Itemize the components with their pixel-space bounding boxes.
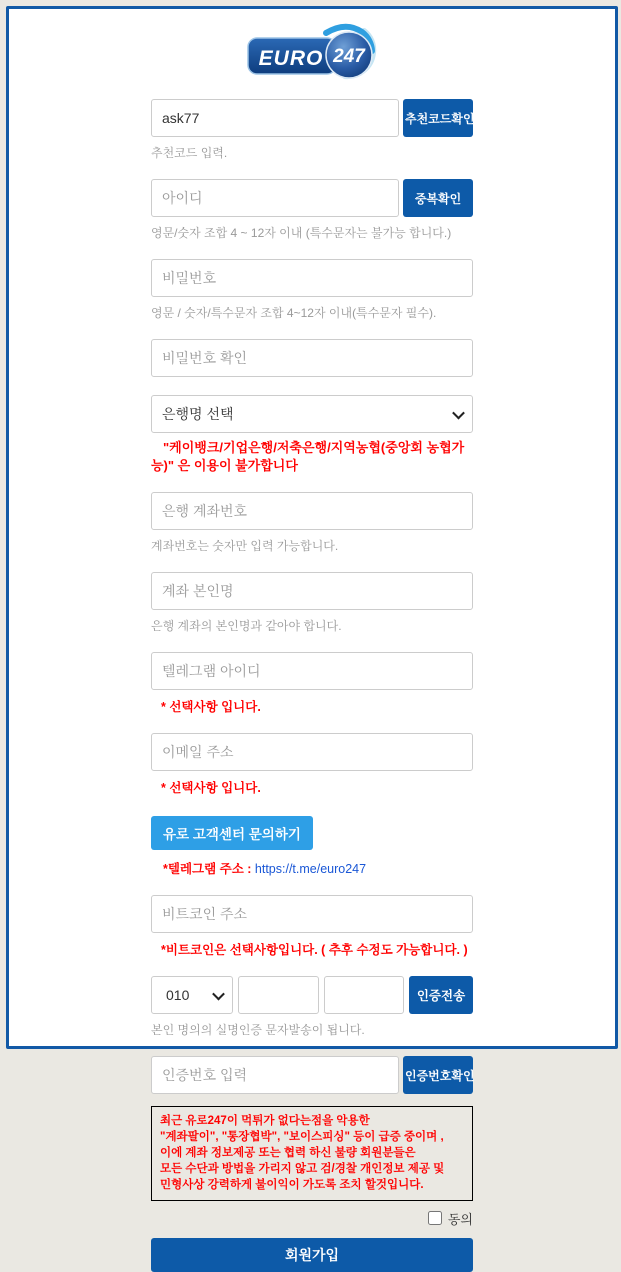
verify-code-check-button[interactable]: 인증번호확인	[403, 1056, 473, 1094]
account-number-helper: 계좌번호는 숫자만 입력 가능합니다.	[151, 539, 339, 554]
verify-code-input[interactable]	[151, 1056, 399, 1094]
referral-code-input[interactable]	[151, 99, 399, 137]
telegram-optional-note: * 선택사항 입니다.	[161, 700, 261, 715]
referral-helper: 추천코드 입력.	[151, 146, 228, 160]
agree-checkbox[interactable]	[428, 1211, 442, 1225]
email-input[interactable]	[151, 733, 473, 771]
bitcoin-address-input[interactable]	[151, 895, 473, 933]
logo	[151, 23, 473, 81]
agree-row	[151, 1209, 473, 1228]
phone-middle-input[interactable]	[238, 976, 319, 1014]
send-verification-button[interactable]: 인증전송	[409, 976, 473, 1014]
password-row	[151, 259, 473, 297]
username-helper: 영문/숫자 조합 4 ~ 12자 이내 (특수문자는 불가능 합니다.)	[151, 226, 452, 240]
fraud-warning-line: 모든 수단과 방법을 가리지 않고 검/경찰 개인정보 제공 및	[160, 1163, 445, 1176]
telegram-id-input[interactable]	[151, 652, 473, 690]
username-duplicate-check-button[interactable]: 중복확인	[403, 179, 473, 217]
account-holder-input[interactable]	[151, 572, 473, 610]
svg-text:EURO: EURO	[258, 47, 324, 70]
fraud-warning-line: 최근 유로247이 먹튀가 없다는점을 악용한	[160, 1115, 370, 1128]
account-holder-helper: 은행 계좌의 본인명과 같아야 합니다.	[151, 619, 342, 634]
bank-select-wrap	[151, 395, 473, 433]
euro247-logo-image	[246, 23, 378, 81]
password-confirm-input[interactable]	[151, 339, 473, 377]
password-confirm-row	[151, 339, 473, 377]
telegram-address-note	[151, 859, 473, 877]
referral-row	[151, 99, 473, 137]
phone-prefix-select[interactable]	[151, 976, 233, 1014]
verify-code-row	[151, 1056, 473, 1094]
telegram-address-label: *텔레그램 주소 :	[163, 862, 255, 877]
phone-row	[151, 976, 473, 1014]
username-input[interactable]	[151, 179, 399, 217]
fraud-warning-box	[151, 1106, 473, 1200]
phone-prefix-wrap	[151, 976, 233, 1014]
password-helper: 영문 / 숫자/특수문자 조합 4~12자 이내(특수문자 필수).	[151, 306, 437, 320]
account-number-input[interactable]	[151, 492, 473, 530]
referral-check-button[interactable]: 추천코드확인	[403, 99, 473, 137]
signup-submit-button[interactable]: 회원가입	[151, 1238, 473, 1272]
account-holder-row	[151, 572, 473, 610]
account-number-row	[151, 492, 473, 530]
phone-helper: 본인 명의의 실명인증 문자발송이 됩니다.	[151, 1023, 365, 1038]
email-row	[151, 733, 473, 771]
telegram-id-row	[151, 652, 473, 690]
page-frame	[6, 6, 618, 1263]
phone-last-input[interactable]	[324, 976, 405, 1014]
password-input[interactable]	[151, 259, 473, 297]
bank-select[interactable]	[151, 395, 473, 433]
telegram-link[interactable]: https://t.me/euro247	[254, 862, 367, 877]
fraud-warning-line: 이에 계좌 정보제공 또는 협력 하신 불량 회원분들은	[160, 1147, 416, 1160]
bitcoin-optional-note: *비트코인은 선택사항입니다. ( 추후 수정도 가능합니다. )	[161, 943, 468, 958]
fraud-warning-line: "계좌팔이", "통장협박", "보이스피싱" 등이 급증 중이며 ,	[160, 1131, 444, 1144]
svg-text:247: 247	[333, 46, 365, 67]
bank-warning-text: "케이뱅크/기업은행/저축은행/지역농협(중앙회 농협가능)" 은 이용이 불가합니다	[151, 440, 465, 473]
agree-label: 동의	[447, 1211, 473, 1227]
email-optional-note: * 선택사항 입니다.	[161, 781, 261, 796]
support-contact-button[interactable]: 유로 고객센터 문의하기	[151, 816, 313, 850]
signup-form	[151, 9, 473, 1272]
bitcoin-row	[151, 895, 473, 933]
username-row	[151, 179, 473, 217]
fraud-warning-line: 민형사상 강력하게 불이익이 가도록 조치 할것입니다.	[160, 1179, 424, 1192]
